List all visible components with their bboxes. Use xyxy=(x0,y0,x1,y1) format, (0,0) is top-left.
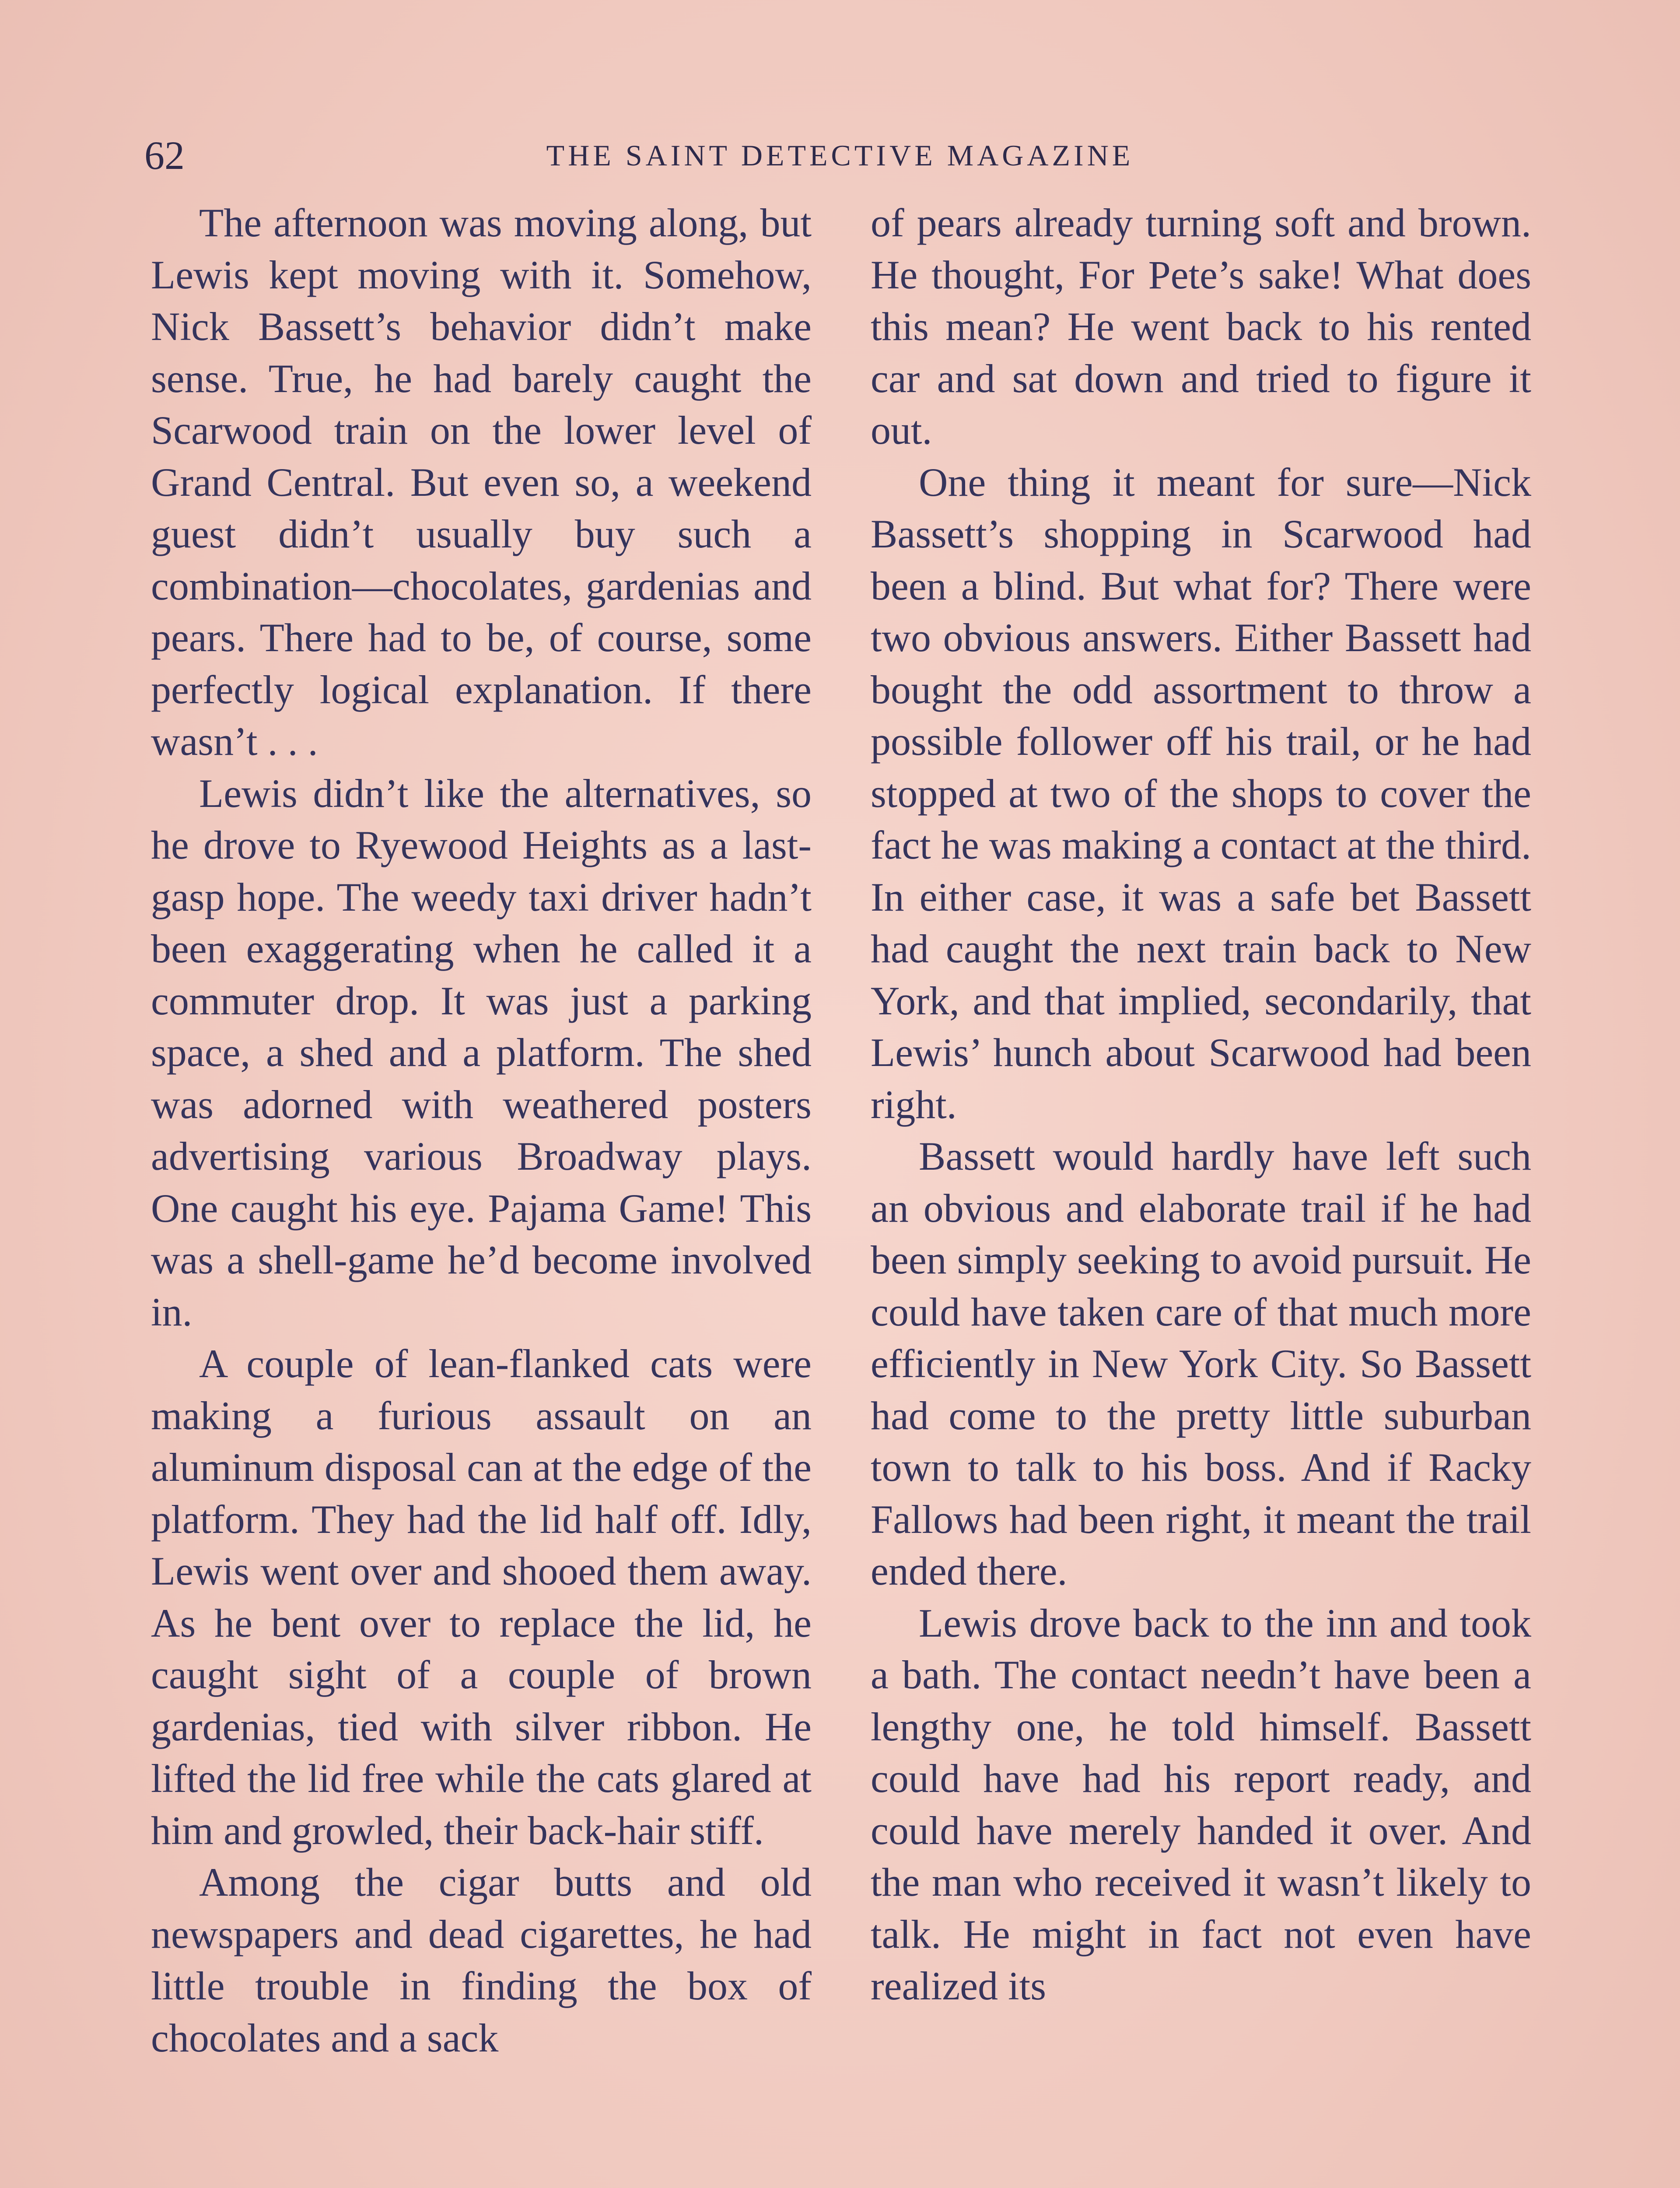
paragraph: Among the cigar butts and old newspapers and dead cigarettes, he had little trouble in finding the box of chocolates and a sack xyxy=(151,1860,812,2060)
paragraph: Lewis drove back to the inn and took a bath. The contact needn’t have been a lengthy one, he told himself. Bassett could have had his report ready, and could have merely handed it over. And the man who received it wasn’t likely to talk. He might in fact not even have realized its xyxy=(871,1600,1531,2008)
text-column-right xyxy=(871,197,1531,2012)
text-column-left xyxy=(151,197,812,2064)
paragraph: A couple of lean-flanked cats were making a furious assault on an aluminum disposal can at the edge of the platform. They had the lid half off. Idly, Lewis went over and shooed them away. As he bent over to replace the lid, he caught sight of a couple of brown gardenias, tied with silver ribbon. He lifted the lid free while the cats glared at him and growled, their back-hair stiff. xyxy=(151,1341,812,1853)
paragraph: One thing it meant for sure—Nick Bassett’s shopping in Scarwood had been a blind. But what for? There were two obvious answers. Either Bassett had bought the odd assortment to throw a possible follower off his trail, or he had stopped at two of the shops to cover the fact he was making a contact at the third. In either case, it was a safe bet Bassett had caught the next train back to New York, and that implied, secondarily, that Lewis’ hunch about Scarwood had been right. xyxy=(871,459,1531,1127)
paragraph: Bassett would hardly have left such an obvious and elaborate trail if he had been simply seeking to avoid pursuit. He could have taken care of that much more efficiently in New York City. So Bassett had come to the pretty little suburban town to talk to his boss. And if Racky Fallows had been right, it meant the trail ended there. xyxy=(871,1134,1531,1593)
page-number: 62 xyxy=(144,133,185,178)
running-head: THE SAINT DETECTIVE MAGAZINE xyxy=(546,139,1134,172)
paragraph: The afternoon was moving along, but Lewis kept moving with it. Somehow, Nick Bassett’s behavior didn’t make sense. True, he had barely caught the Scarwood train on the lower level of Grand Central. But even so, a weekend guest didn’t usually buy such a combination—chocolates, gardenias and pears. There had to be, of course, some perfectly logical explanation. If there wasn’t . . . xyxy=(151,200,812,764)
page-header xyxy=(144,131,1536,179)
paragraph-continued: of pears already turning soft and brown. He thought, For Pete’s sake! What does this mean? He went back to his rented car and sat down and tried to figure it out. xyxy=(871,200,1531,452)
paragraph: Lewis didn’t like the alternatives, so he drove to Ryewood Heights as a last-gasp hope. The weedy taxi driver hadn’t been exaggerating when he called it a commuter drop. It was just a parking space, a shed and a platform. The shed was adorned with weathered posters advertising various Broadway plays. One caught his eye. Pajama Game! This was a shell-game he’d become involved in. xyxy=(151,771,812,1334)
